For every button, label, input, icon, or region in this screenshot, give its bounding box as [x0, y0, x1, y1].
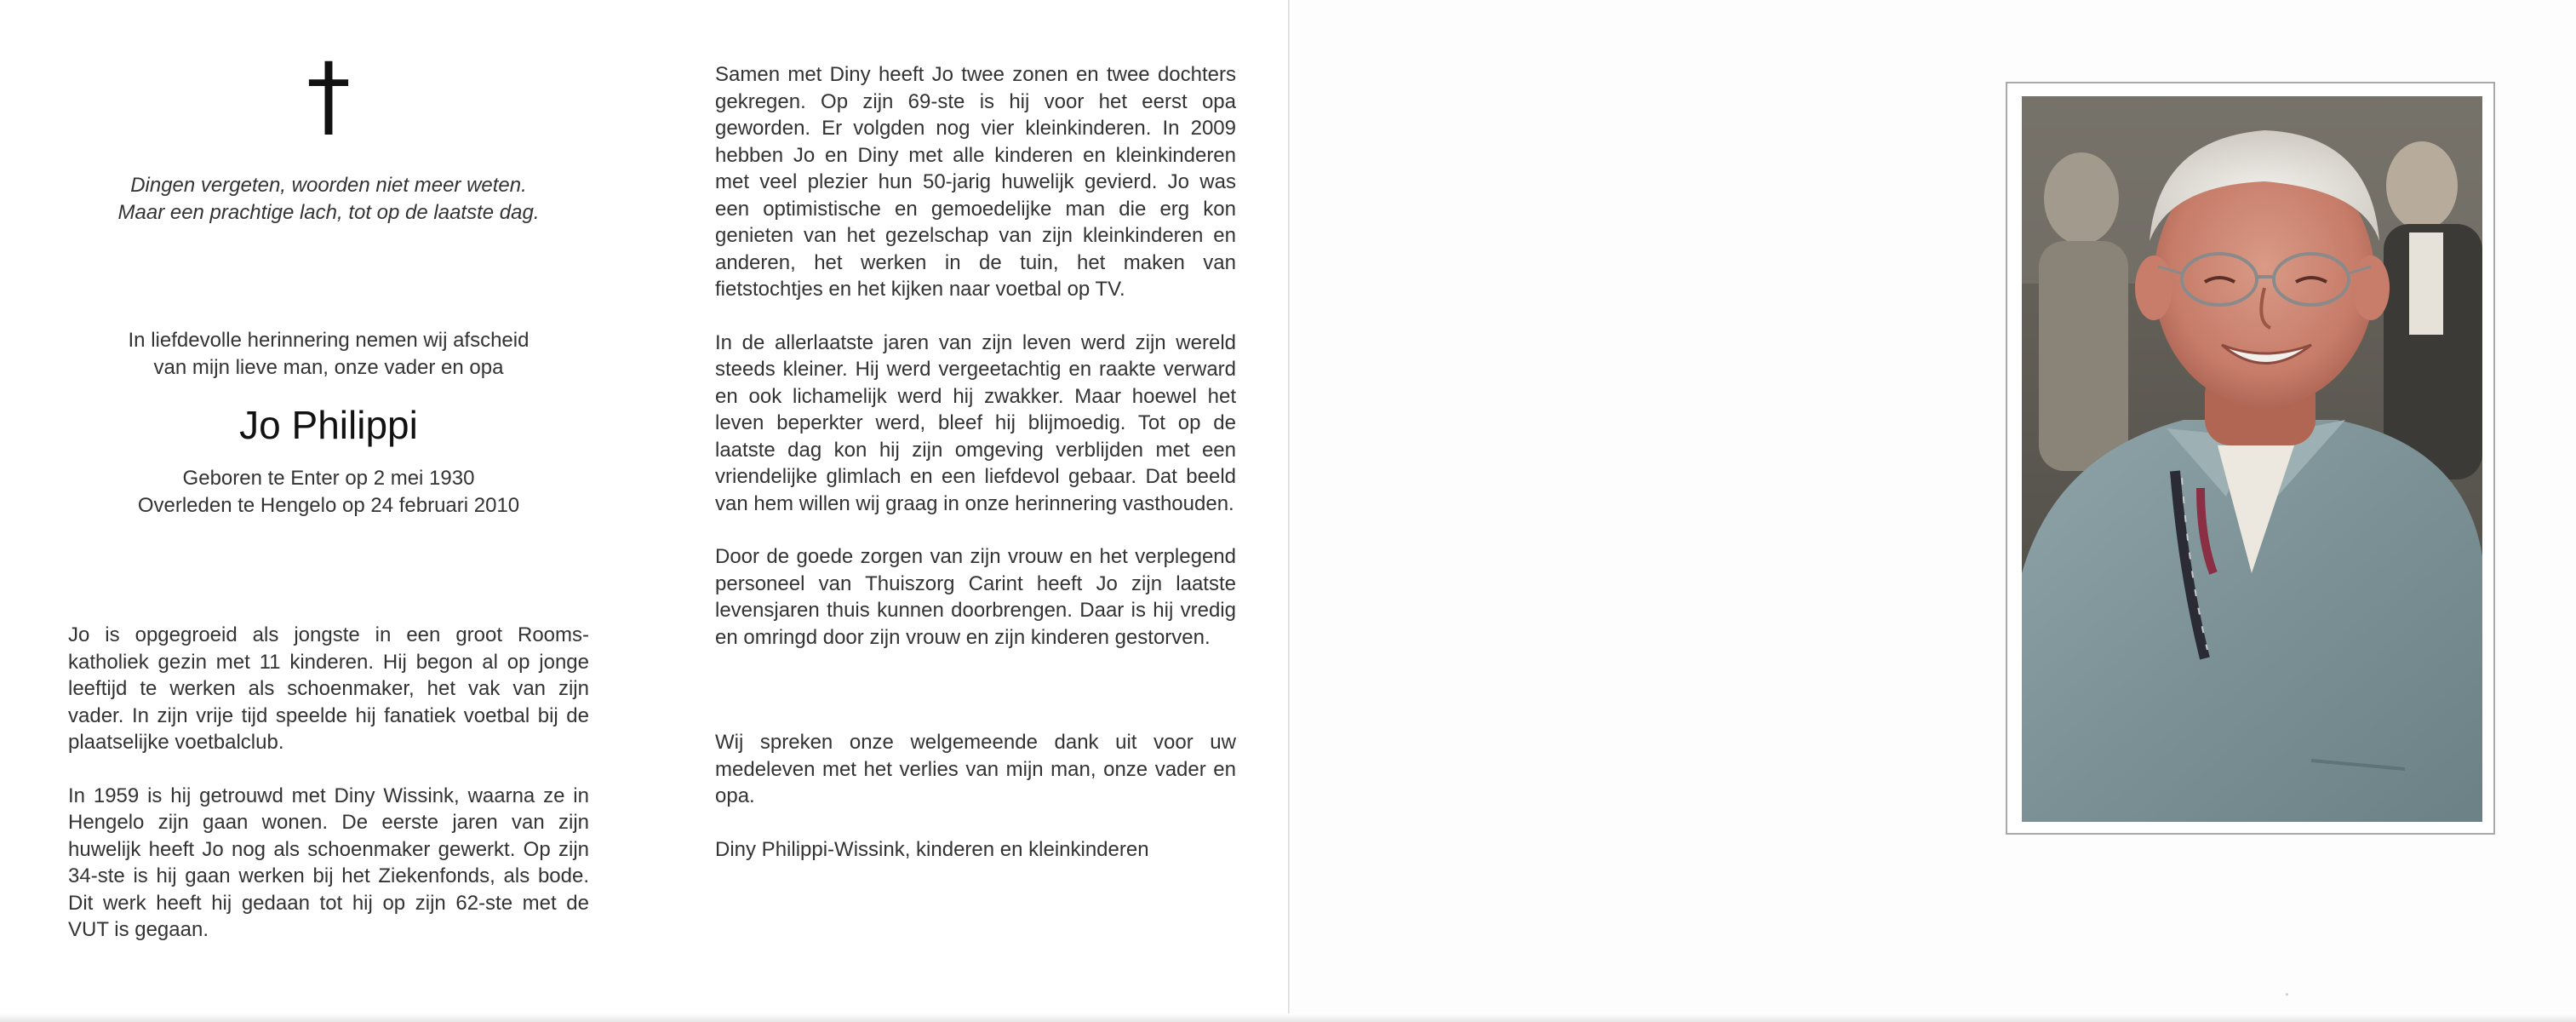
life-dates — [68, 465, 589, 520]
acknowledgement — [715, 729, 1236, 863]
intro-line-1: In liefdevolle herinnering nemen wij afscheid — [128, 329, 530, 352]
remembrance-intro — [68, 327, 589, 382]
memorial-poem — [68, 172, 589, 227]
intro-line-2: van mijn lieve man, onze vader en opa — [153, 356, 504, 379]
card-bottom-edge — [0, 1013, 2576, 1022]
paper-speck — [2286, 993, 2288, 996]
portrait-photo-frame — [2006, 82, 2495, 835]
signature: Diny Philippi-Wissink, kinderen en kleinkinderen — [715, 837, 1149, 861]
death-date: Overleden te Hengelo op 24 februari 2010 — [137, 494, 520, 517]
biography-paragraph: Samen met Diny heeft Jo twee zonen en twee dochters gekregen. Op zijn 69-ste is hij voor het eerst opa geworden. Er volgden nog vier kleinkinderen. In 2009 hebben Jo en Diny met alle kinderen en kleinkinderen met veel plezier hun 50-jarig huwelijk gevierd. Jo was een optimistische en gemoedelijke man die erg kon genieten van het gezelschap van zijn kleinkinderen en anderen, het werken in de tuin, het maken van fietstochtjes en het kijken naar voetbal op TV. — [715, 63, 1236, 301]
portrait-image — [2022, 96, 2482, 822]
birth-date: Geboren te Enter op 2 mei 1930 — [182, 467, 475, 490]
biography-paragraph: In de allerlaatste jaren van zijn leven werd zijn wereld steeds kleiner. Hij werd vergeetachtig en raakte verward en ook lichamelijk werd hij zwakker. Maar hoewel het leven beperkter werd, bleef hij blijmoedig. Tot op de laatste dag kon hij zijn omgeving verblijden met een vriendelijke glimlach en een liefdevol gebaar. Dat beeld van hem willen wij graag in onze herinnering vasthouden. — [715, 330, 1236, 515]
cross-icon: † — [306, 43, 351, 147]
poem-line-2: Maar een prachtige lach, tot op de laatste dag. — [117, 201, 540, 224]
column-left — [68, 43, 589, 944]
poem-line-1: Dingen vergeten, woorden niet meer weten. — [130, 174, 527, 197]
deceased-name: Jo Philippi — [239, 403, 418, 447]
portrait-photo — [2022, 96, 2482, 822]
thanks-text: Wij spreken onze welgemeende dank uit voor uw medeleven met het verlies van mijn man, onze vader en opa. — [715, 731, 1236, 807]
biography-paragraph: In 1959 is hij getrouwd met Diny Wissink, waarna ze in Hengelo zijn gaan wonen. De eerste jaren van zijn huwelijk heeft Jo nog als schoenmaker gewerkt. Op zijn 34-ste is hij gaan werken bij het Ziekenfonds, als bode. Dit werk heeft hij gedaan tot hij op zijn 62-ste met de VUT is gegaan. — [68, 784, 589, 941]
biography-paragraph: Jo is opgegroeid als jongste in een groot Rooms-katholiek gezin met 11 kinderen. Hij begon al op jonge leeftijd te werken als schoenmaker, het vak van zijn vader. In zijn vrije tijd speelde hij fanatiek voetbal bij de plaatselijke voetbalclub. — [68, 623, 589, 754]
biography-paragraph: Door de goede zorgen van zijn vrouw en het verplegend personeel van Thuiszorg Carint heeft Jo zijn laatste levensjaren thuis kunnen doorbrengen. Daar is hij vredig en omringd door zijn vrouw en zijn kinderen gestorven. — [715, 545, 1236, 649]
column-right — [715, 61, 1236, 863]
